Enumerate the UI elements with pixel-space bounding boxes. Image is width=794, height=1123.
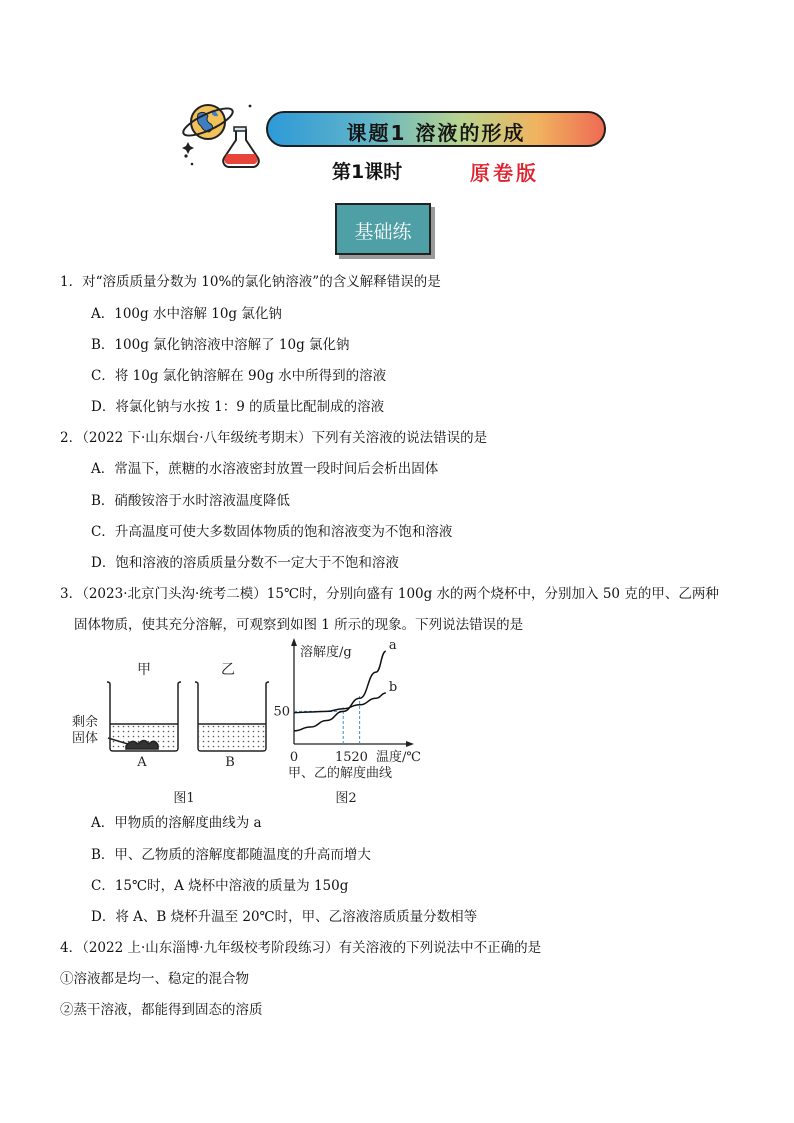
chart-title: 甲、乙的解度曲线 bbox=[288, 766, 393, 781]
residue-label-2: 固体 bbox=[72, 731, 99, 746]
option-a: A．100g 水中溶解 10g 氯化钠 bbox=[91, 306, 282, 322]
question-1 bbox=[60, 270, 441, 290]
option-d: D．将氯化钠与水按 1：9 的质量比配制成的溶液 bbox=[91, 399, 385, 415]
flask-icon bbox=[223, 127, 259, 167]
option-d: D．将 A、B 烧杯升温至 20℃时，甲、乙溶液溶质质量分数相等 bbox=[91, 909, 478, 925]
series-b-line bbox=[294, 693, 386, 713]
series-a-line bbox=[294, 651, 386, 731]
question-number: 4． bbox=[60, 940, 83, 956]
option-b: B．100g 氯化钠溶液中溶解了 10g 氯化钠 bbox=[91, 337, 350, 353]
title-banner bbox=[266, 111, 606, 147]
question-stem: （2022 下·山东烟台·八年级统考期末）下列有关溶液的说法错误的是 bbox=[82, 430, 488, 446]
figure-1-caption: 图1 bbox=[173, 791, 195, 806]
question-number: 2． bbox=[60, 430, 83, 446]
y-tick-label: 50 bbox=[273, 704, 290, 720]
planet-icon bbox=[180, 103, 236, 140]
question-stem: （2022 上·山东淄博·九年级校考阶段练习）有关溶液的下列说法中不正确的是 bbox=[82, 940, 542, 956]
residue-label-1: 剩余 bbox=[72, 715, 99, 730]
option-c: C．15℃时，A 烧杯中溶液的质量为 150g bbox=[91, 878, 349, 894]
beaker-a-label: A bbox=[137, 755, 147, 770]
question-2 bbox=[60, 426, 487, 446]
question-number: 3． bbox=[60, 586, 83, 602]
beaker-b-liquid bbox=[199, 724, 265, 750]
question-4 bbox=[60, 936, 541, 956]
page-title: 课题1 溶液的形成 bbox=[346, 121, 526, 145]
beaker-label-jia: 甲 bbox=[137, 662, 151, 678]
x-tick-label: 20 bbox=[351, 750, 368, 765]
option-d: D．饱和溶液的溶质质量分数不一定大于不饱和溶液 bbox=[91, 555, 399, 571]
question-stem: （2023·北京门头沟·统考二模）15℃时，分别向盛有 100g 水的两个烧杯中，分别加入 50 克的甲、乙两种 bbox=[82, 586, 719, 602]
statement-1: ①溶液都是均一、稳定的混合物 bbox=[60, 971, 249, 987]
option-a: A．常温下，蔗糖的水溶液密封放置一段时间后会析出固体 bbox=[91, 461, 439, 477]
x-tick-label: 0 bbox=[289, 750, 299, 765]
option-b: B．甲、乙物质的溶解度都随温度的升高而增大 bbox=[91, 847, 371, 863]
lesson-subtitle: 第1课时 bbox=[332, 161, 403, 183]
x-axis-arrow bbox=[406, 741, 414, 747]
beaker-b-label: B bbox=[225, 755, 235, 770]
question-3 bbox=[60, 582, 719, 602]
figure-2-caption: 图2 bbox=[335, 791, 357, 806]
option-a: A．甲物质的溶解度曲线为 a bbox=[91, 815, 262, 831]
series-a-label: a bbox=[388, 638, 397, 654]
question-3-figure bbox=[66, 634, 436, 809]
beaker-label-yi: 乙 bbox=[221, 662, 235, 678]
option-b: B．硝酸铵溶于水时溶液温度降低 bbox=[91, 493, 290, 509]
y-axis-arrow bbox=[291, 638, 297, 646]
x-axis-label: 温度/℃ bbox=[376, 750, 421, 765]
question-number: 1． bbox=[60, 274, 83, 290]
option-c: C．升高温度可使大多数固体物质的饱和溶液变为不饱和溶液 bbox=[91, 524, 453, 540]
x-tick-label: 15 bbox=[334, 750, 352, 765]
figure-1-beakers bbox=[72, 662, 269, 806]
question-stem-continued: 固体物质，使其充分溶解，可观察到如图 1 所示的现象。下列说法错误的是 bbox=[74, 617, 524, 633]
section-label: 基础练 bbox=[354, 221, 412, 243]
series-b-label: b bbox=[388, 680, 398, 696]
question-stem: 对“溶质质量分数为 10%的氯化钠溶液”的含义解释错误的是 bbox=[82, 274, 441, 290]
residue-solid bbox=[126, 741, 158, 750]
figure-2-chart bbox=[273, 638, 420, 806]
planet-flask-emblem bbox=[180, 96, 260, 172]
y-axis-label: 溶解度/g bbox=[300, 645, 352, 660]
version-label: 原卷版 bbox=[470, 161, 539, 185]
option-c: C．将 10g 氯化钠溶解在 90g 水中所得到的溶液 bbox=[91, 368, 387, 384]
statement-2: ②蒸干溶液，都能得到固态的溶质 bbox=[60, 1002, 263, 1018]
section-badge bbox=[335, 203, 431, 255]
